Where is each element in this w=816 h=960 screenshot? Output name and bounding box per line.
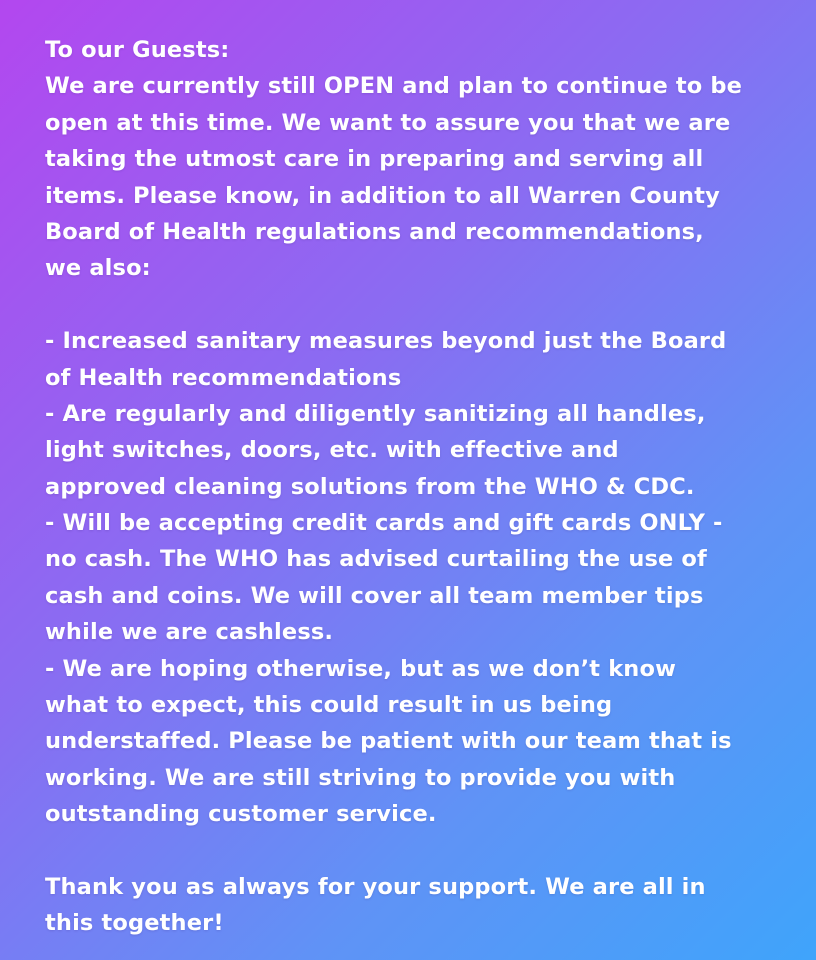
text-line: of Health recommendations: [45, 364, 402, 391]
text-line: no cash. The WHO has advised curtailing the use of: [45, 546, 707, 573]
blank-line: [45, 287, 805, 323]
announcement-text: [45, 32, 805, 942]
text-line: Board of Health regulations and recommendations,: [45, 218, 704, 245]
text-line: - We are hoping otherwise, but as we don’t know: [45, 655, 677, 682]
text-line: understaffed. Please be patient with our team that is: [45, 728, 732, 755]
text-line: this together!: [45, 910, 224, 937]
text-line: taking the utmost care in preparing and serving all: [45, 146, 704, 173]
text-line: while we are cashless.: [45, 619, 334, 646]
text-line: what to expect, this could result in us being: [45, 692, 613, 719]
text-line: - Are regularly and diligently sanitizing all handles,: [45, 400, 706, 427]
text-line: we also:: [45, 255, 151, 282]
text-line: To our Guests:: [45, 37, 230, 63]
text-line: light switches, doors, etc. with effective and: [45, 437, 619, 464]
text-line: outstanding customer service.: [45, 801, 437, 828]
blank-line: [45, 833, 805, 869]
text-line: - Increased sanitary measures beyond just the Board: [45, 328, 727, 355]
text-line: working. We are still striving to provide you with: [45, 764, 676, 791]
text-line: cash and coins. We will cover all team member tips: [45, 582, 704, 609]
text-line: open at this time. We want to assure you that we are: [45, 109, 731, 136]
text-line: Thank you as always for your support. We are all in: [45, 873, 706, 900]
text-line: items. Please know, in addition to all Warren County: [45, 182, 720, 209]
text-line: - Will be accepting credit cards and gift cards ONLY -: [45, 510, 723, 537]
text-line: We are currently still OPEN and plan to continue to be: [45, 73, 743, 100]
text-line: approved cleaning solutions from the WHO & CDC.: [45, 473, 695, 500]
